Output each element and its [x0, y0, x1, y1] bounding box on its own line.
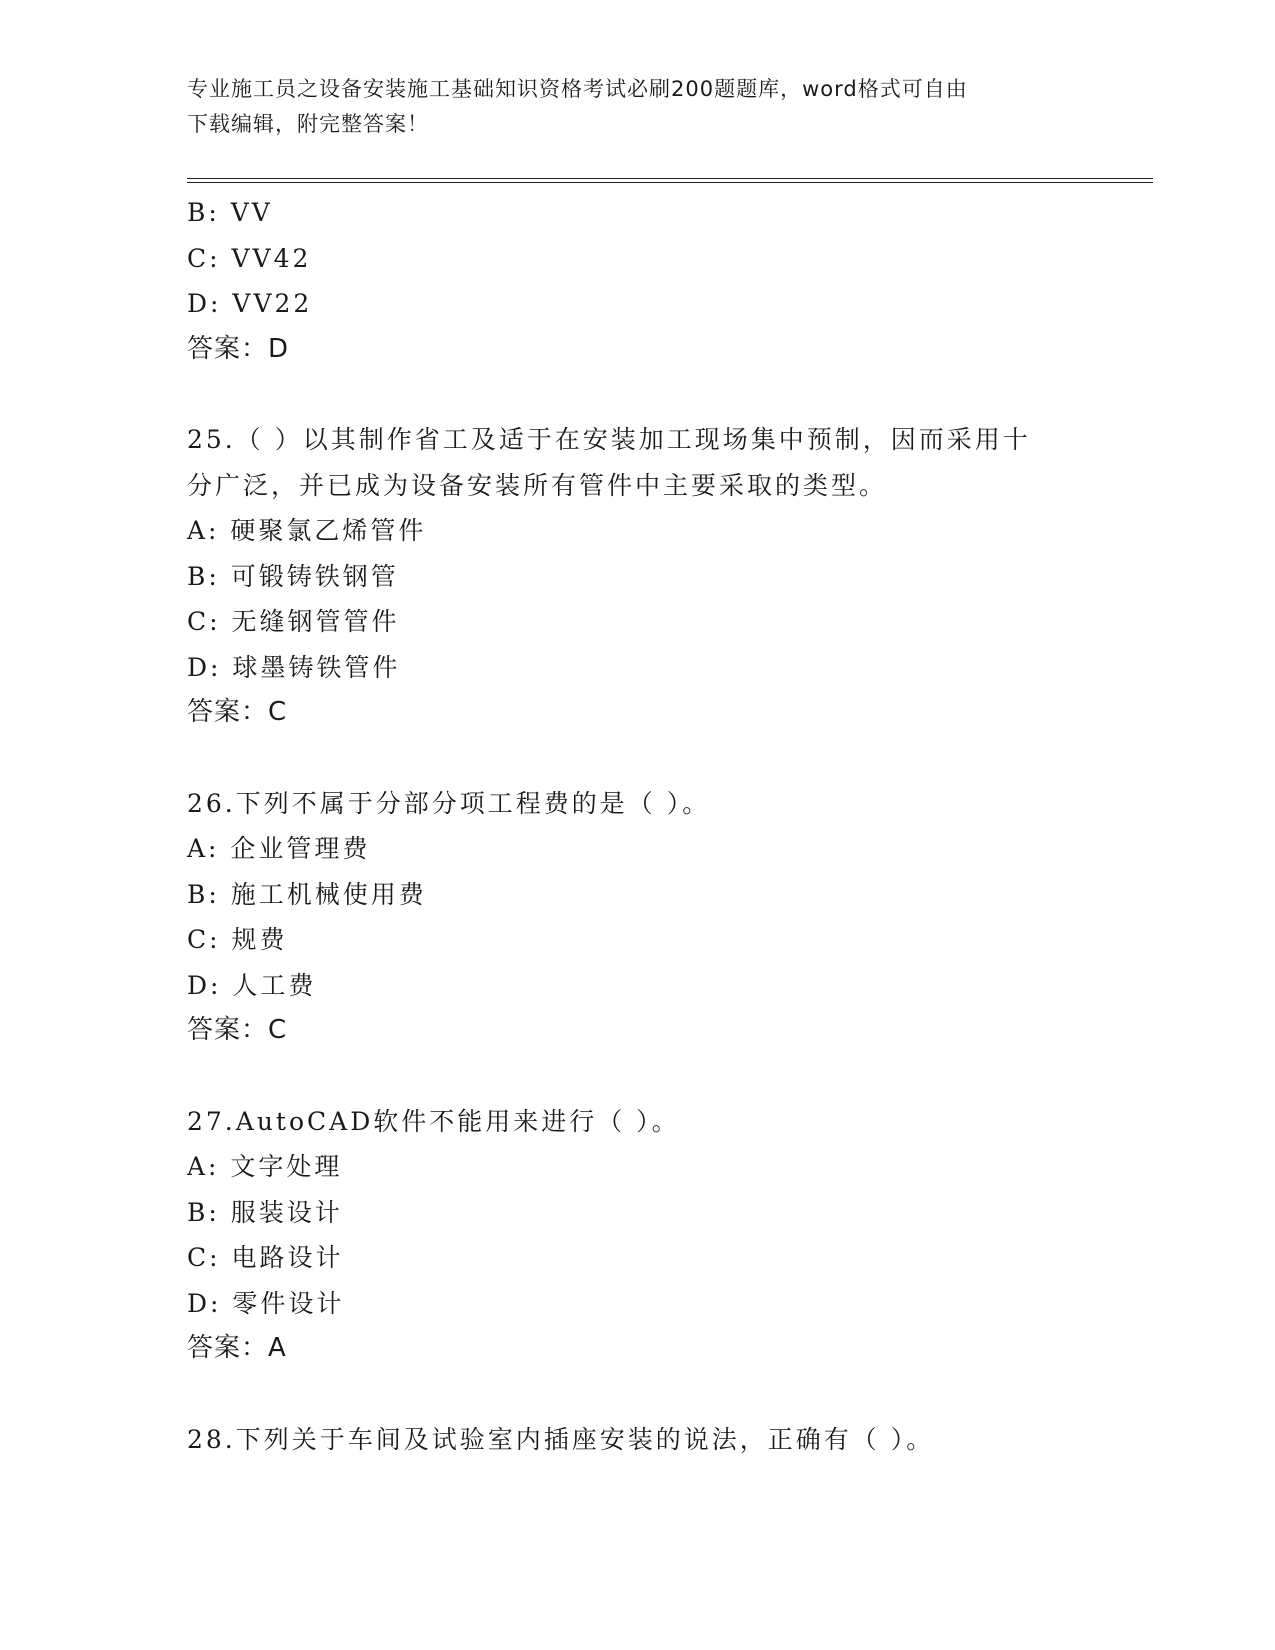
option-d: D: 零件设计: [187, 1288, 345, 1318]
question-list: [187, 190, 1087, 1462]
option-b: B: 施工机械使用费: [187, 879, 427, 909]
question-25: [187, 417, 1087, 736]
header-divider-bottom: [187, 182, 1153, 183]
option-b: B: 服装设计: [187, 1197, 343, 1227]
option-a: A: 硬聚氯乙烯管件: [187, 516, 427, 545]
header-line-2: 下载编辑，附完整答案！: [187, 112, 429, 136]
option-c: C: 无缝钢管管件: [187, 607, 400, 636]
header-line-1: 专业施工员之设备安装施工基础知识资格考试必刷200题题库，word格式可自由: [187, 77, 968, 101]
option-b: B: VV: [187, 198, 273, 227]
option-d: D: VV22: [187, 289, 313, 318]
question-stem: 25.（ ）以其制作省工及适于在安装加工现场集中预制，因而采用十: [187, 425, 1031, 454]
answer-line: 答案：C: [187, 697, 288, 727]
spacer: [187, 736, 1087, 781]
answer-line: 答案：A: [187, 1333, 287, 1363]
question-stem: 27.AutoCAD软件不能用来进行（ ）。: [187, 1106, 680, 1136]
question-24-continued: [187, 190, 1087, 372]
spacer: [187, 1372, 1087, 1417]
spacer: [187, 1054, 1087, 1099]
question-27: [187, 1099, 1087, 1372]
spacer: [187, 372, 1087, 417]
question-stem: 26.下列不属于分部分项工程费的是（ ）。: [187, 788, 711, 818]
header-divider-top: [187, 178, 1153, 179]
answer-line: 答案：D: [187, 333, 290, 364]
option-a: A: 文字处理: [187, 1152, 343, 1181]
option-a: A: 企业管理费: [187, 834, 371, 863]
option-b: B: 可锻铸铁钢管: [187, 561, 399, 591]
option-c: C: 电路设计: [187, 1243, 344, 1272]
page-header: [187, 72, 1067, 142]
question-stem: 分广泛，并已成为设备安装所有管件中主要采取的类型。: [187, 470, 888, 500]
question-28: [187, 1417, 1087, 1463]
option-d: D: 人工费: [187, 970, 317, 1000]
option-d: D: 球墨铸铁管件: [187, 652, 401, 682]
question-stem: 28.下列关于车间及试验室内插座安装的说法，正确有（ ）。: [187, 1424, 935, 1454]
option-c: C: 规费: [187, 925, 288, 954]
question-26: [187, 781, 1087, 1054]
answer-line: 答案：C: [187, 1015, 288, 1045]
option-c: C: VV42: [187, 243, 312, 273]
